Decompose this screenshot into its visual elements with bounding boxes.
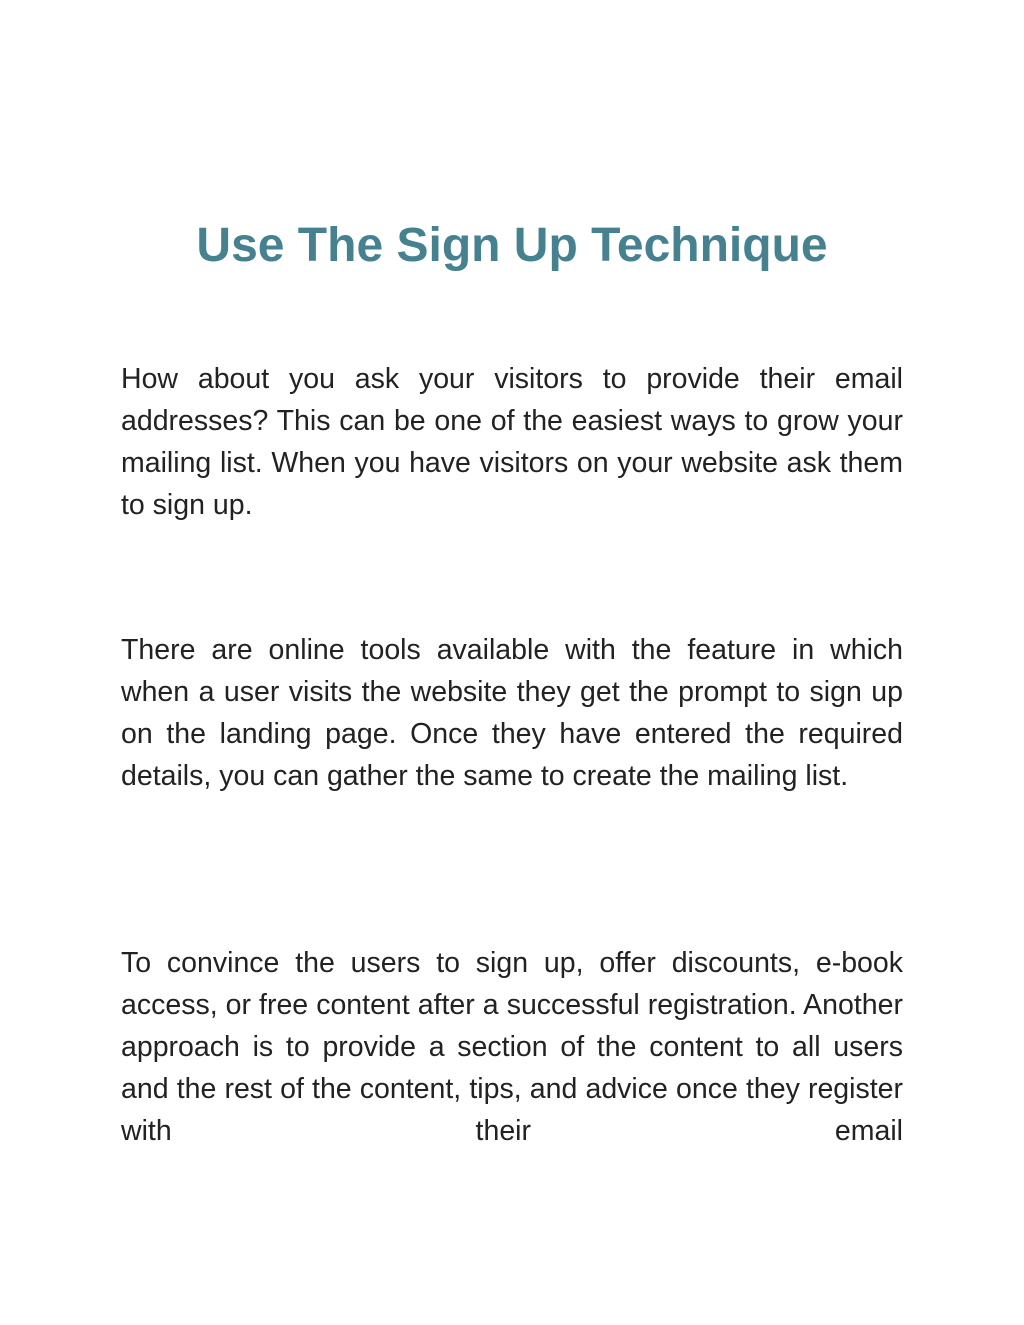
paragraph-1: How about you ask your visitors to provide their email addresses? This can be one of the easiest ways to grow your mailing list. When you have visitors on your website ask them to sign up. (121, 363, 903, 521)
paragraph-2: There are online tools available with the feature in which when a user visits the website they get the prompt to sign up on the landing page. Once they have entered the required details, you can gather the same to create the mailing list. (121, 634, 903, 792)
paragraph-3: To convince the users to sign up, offer discounts, e-book access, or free content after a successful registration. Another approach is to provide a section of the content to all users and the rest of the content, tips, and advice once they register with their email (121, 947, 903, 1147)
page-title: Use The Sign Up Technique (196, 219, 828, 272)
